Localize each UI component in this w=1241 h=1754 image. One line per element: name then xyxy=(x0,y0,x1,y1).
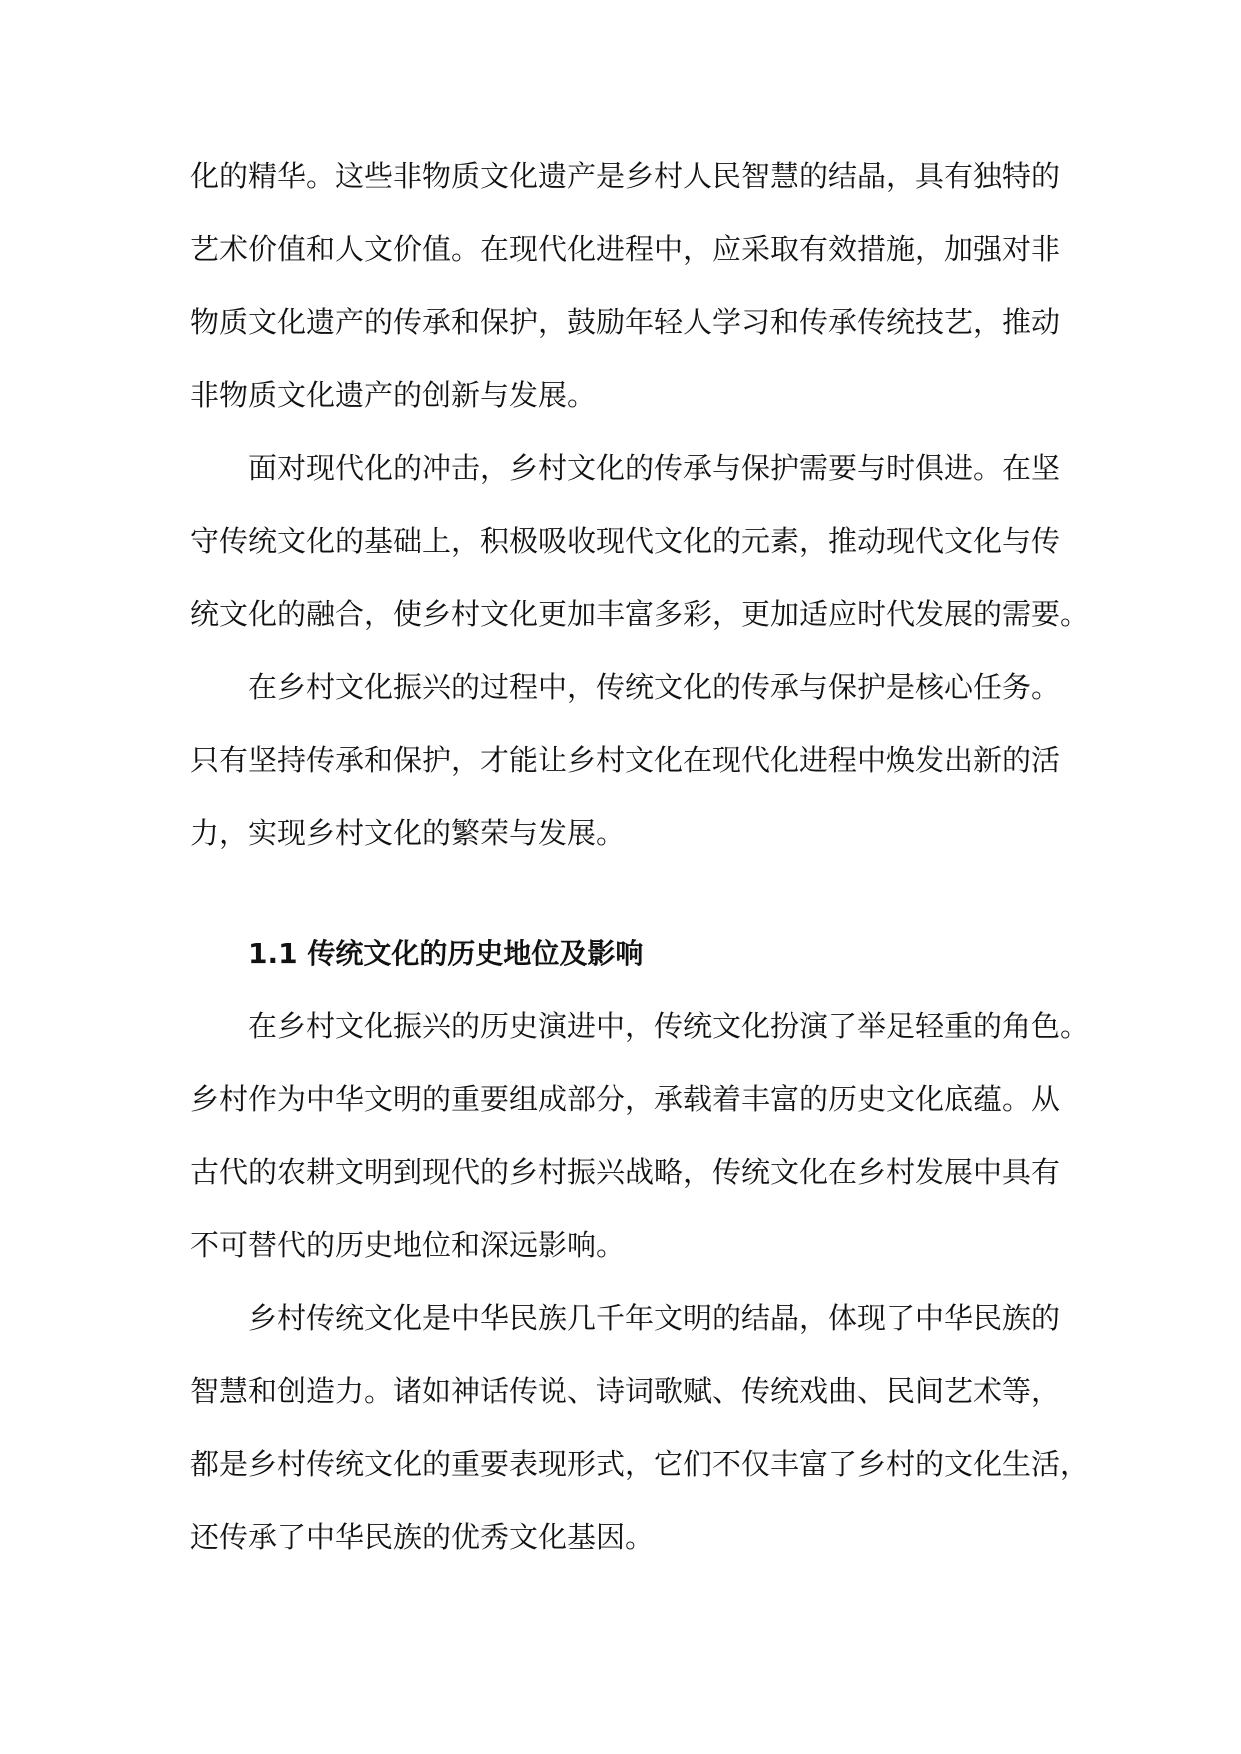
text-line: 乡村传统文化是中华民族几千年文明的结晶，体现了中华民族的 xyxy=(248,1301,1061,1335)
text-line: 乡村作为中华文明的重要组成部分，承载着丰富的历史文化底蕴。从 xyxy=(190,1082,1061,1116)
text-line: 化的精华。这些非物质文化遗产是乡村人民智慧的结晶，具有独特的 xyxy=(190,159,1061,193)
text-line: 物质文化遗产的传承和保护，鼓励年轻人学习和传承传统技艺，推动 xyxy=(190,305,1061,339)
text-line: 不可替代的历史地位和深远影响。 xyxy=(190,1228,626,1262)
paragraph-3 xyxy=(190,651,1060,870)
text-line: 力，实现乡村文化的繁荣与发展。 xyxy=(190,816,626,850)
text-line: 还传承了中华民族的优秀文化基因。 xyxy=(190,1520,655,1554)
text-line: 守传统文化的基础上，积极吸收现代文化的元素，推动现代文化与传 xyxy=(190,524,1061,558)
paragraph-2 xyxy=(190,432,1090,651)
text-line: 古代的农耕文明到现代的乡村振兴战略，传统文化在乡村发展中具有 xyxy=(190,1155,1061,1189)
text-line: 艺术价值和人文价值。在现代化进程中，应采取有效措施，加强对非 xyxy=(190,232,1061,266)
section-spacer xyxy=(190,870,1060,917)
section-paragraph-1 xyxy=(190,990,1090,1282)
section-paragraph-2 xyxy=(190,1282,1090,1574)
paragraph-1 xyxy=(190,140,1060,432)
page-body xyxy=(190,140,1090,1574)
text-line: 智慧和创造力。诸如神话传说、诗词歌赋、传统戏曲、民间艺术等， xyxy=(190,1374,1061,1408)
text-line: 非物质文化遗产的创新与发展。 xyxy=(190,378,597,412)
text-line: 在乡村文化振兴的历史演进中，传统文化扮演了举足轻重的角色。 xyxy=(248,1009,1090,1043)
text-line: 都是乡村传统文化的重要表现形式，它们不仅丰富了乡村的文化生活， xyxy=(190,1447,1090,1481)
text-line: 统文化的融合，使乡村文化更加丰富多彩，更加适应时代发展的需要。 xyxy=(190,597,1090,631)
text-line: 面对现代化的冲击，乡村文化的传承与保护需要与时俱进。在坚 xyxy=(248,451,1061,485)
text-line: 只有坚持传承和保护，才能让乡村文化在现代化进程中焕发出新的活 xyxy=(190,743,1061,777)
text-line: 在乡村文化振兴的过程中，传统文化的传承与保护是核心任务。 xyxy=(248,670,1061,704)
section-heading: 1.1 传统文化的历史地位及影响 xyxy=(248,937,644,970)
